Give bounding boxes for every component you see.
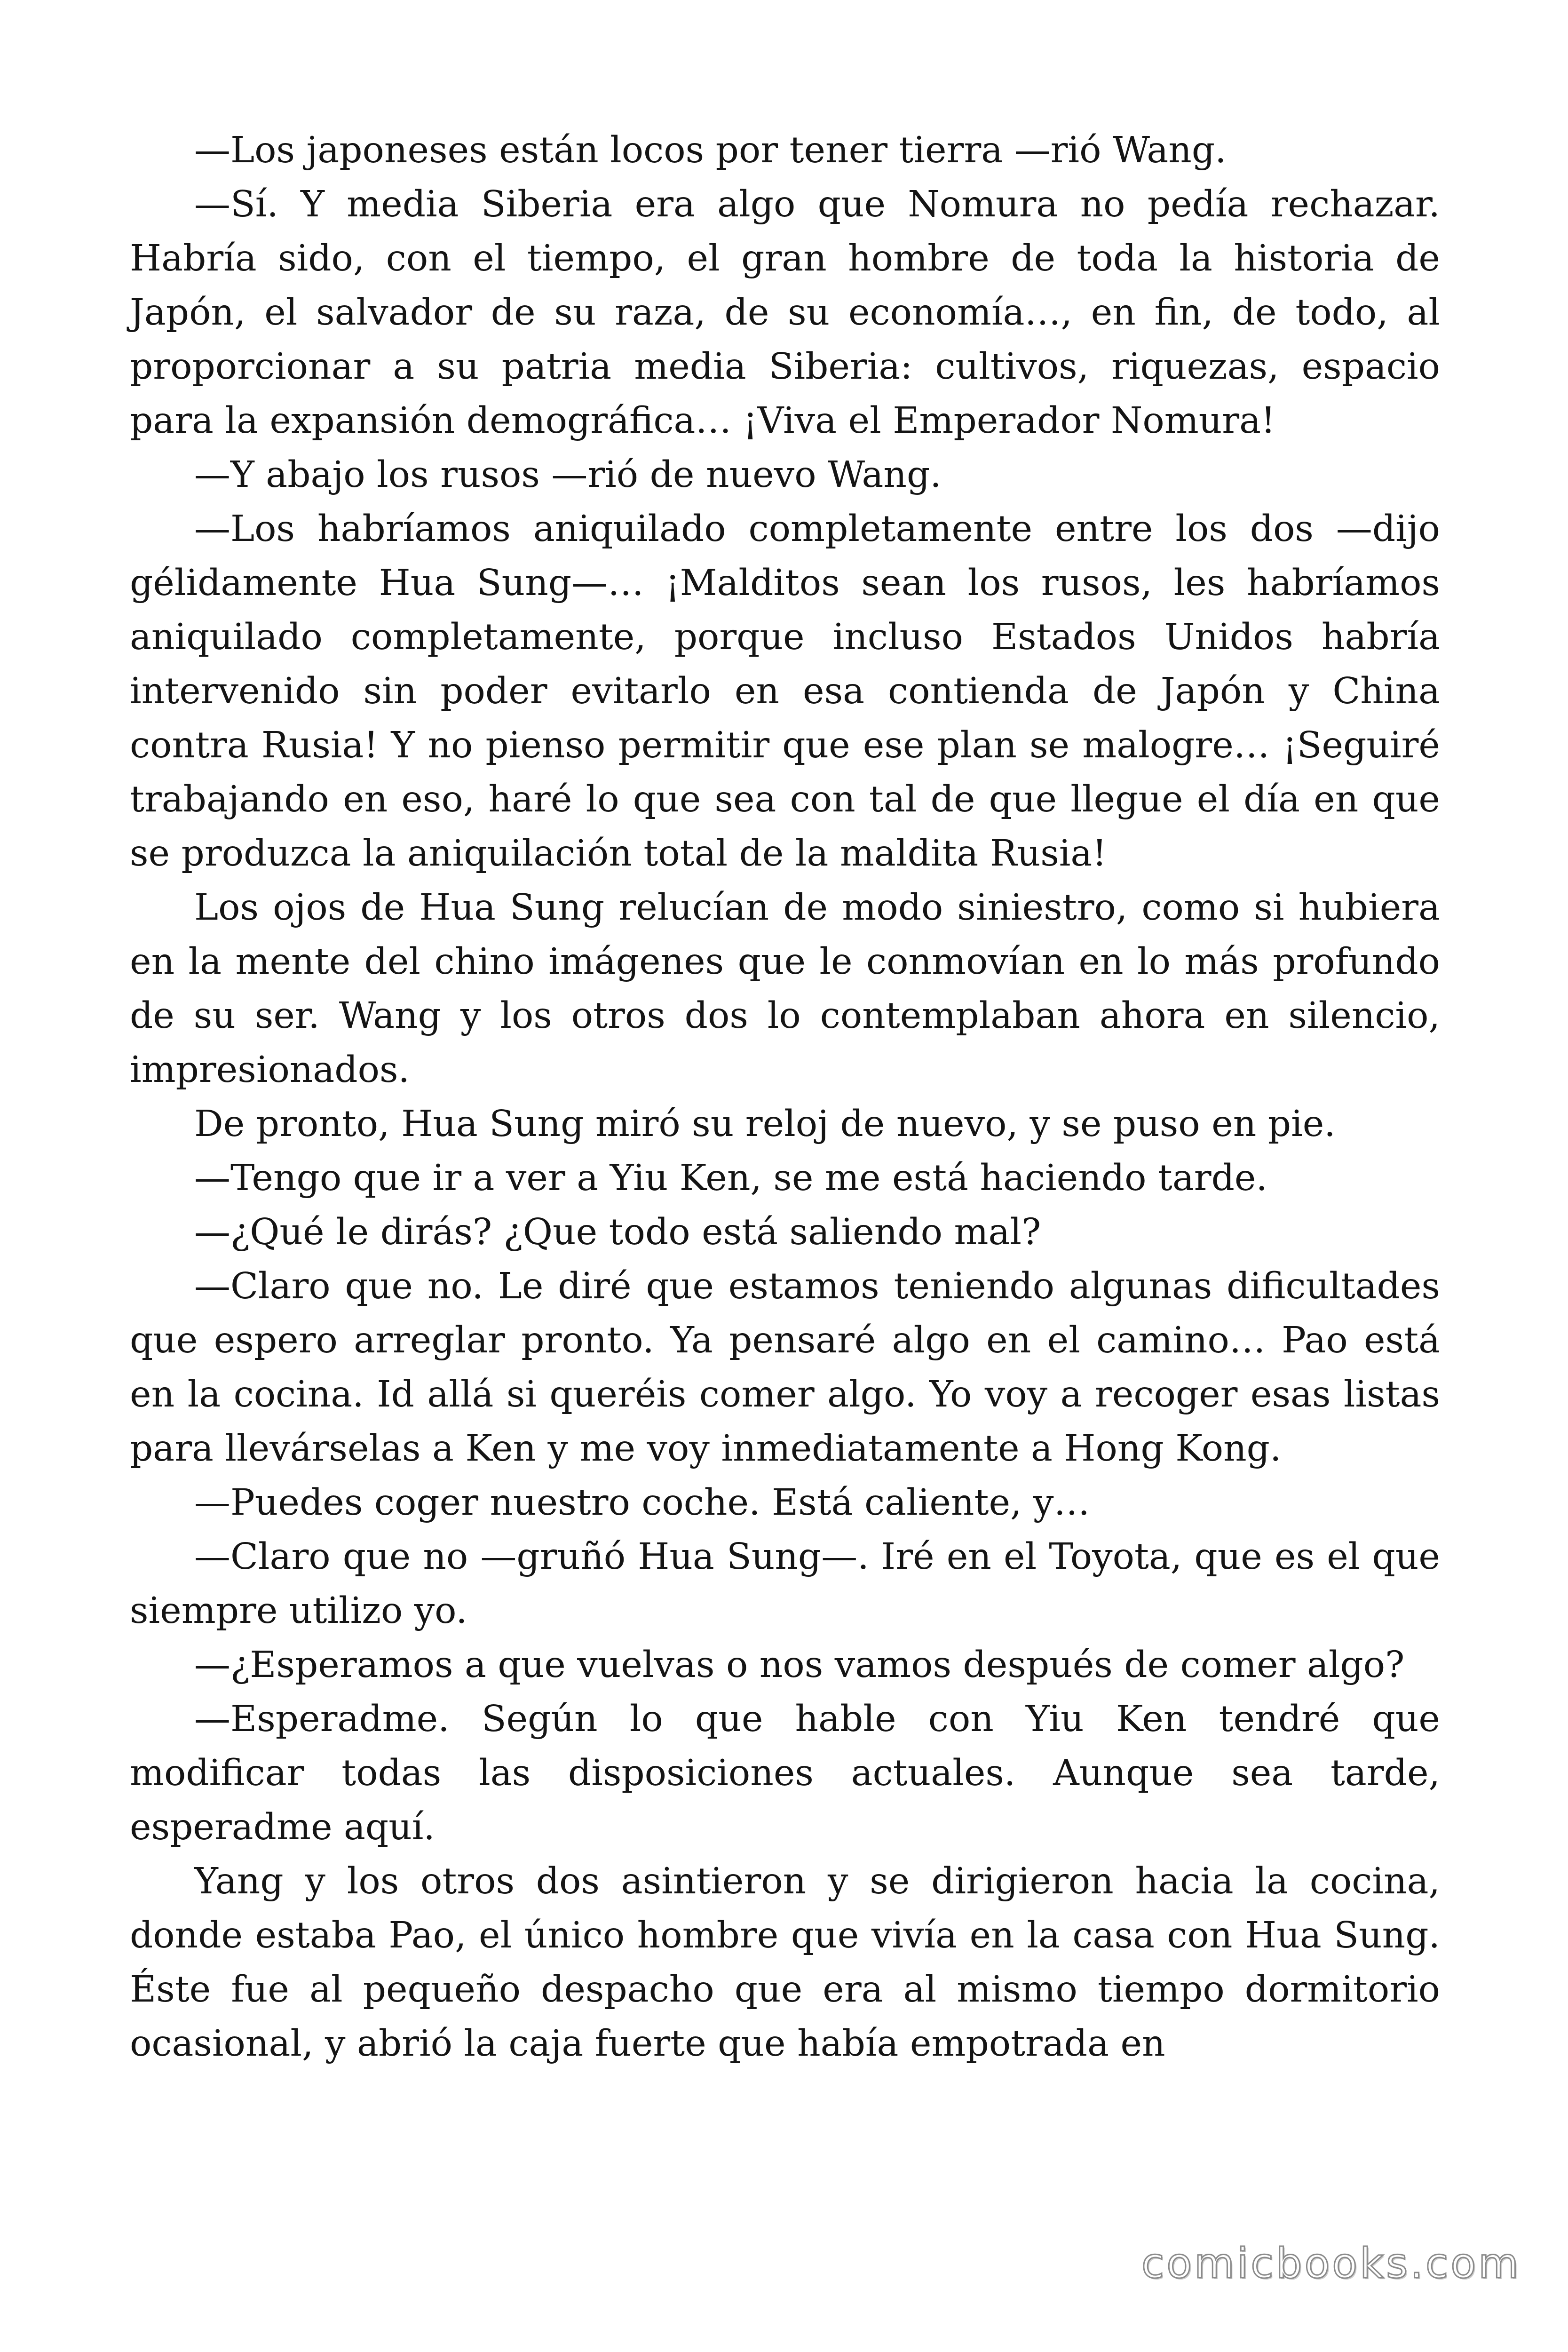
- paragraph: —Puedes coger nuestro coche. Está caliente, y…: [194, 1482, 1090, 1524]
- watermark: comicbooks.com: [1141, 2239, 1521, 2288]
- paragraph: —¿Qué le dirás? ¿Que todo está saliendo mal?: [194, 1211, 1041, 1253]
- paragraph: —Sí. Y media Siberia era algo que Nomura no pedía rechazar. Habría sido, con el tiempo, el gran hombre de toda la historia de Japón, el salvador de su raza, de su economía…, en fin, de todo, al proporcionar a su patria media Siberia: cultivos, riquezas, espacio para la expansión demográfica… ¡Viva el Emperador Nomura!: [130, 183, 1440, 442]
- page-text: [130, 123, 1440, 2071]
- paragraph: —Claro que no. Le diré que estamos teniendo algunas dificultades que espero arreglar pronto. Ya pensaré algo en el camino… Pao está en la cocina. Id allá si queréis comer algo. Yo voy a recoger esas listas para llevárselas a Ken y me voy inmediatamente a Hong Kong.: [130, 1265, 1440, 1470]
- paragraph: Los ojos de Hua Sung relucían de modo siniestro, como si hubiera en la mente del chino imágenes que le conmovían en lo más profundo de su ser. Wang y los otros dos lo contemplaban ahora en silencio, impresionados.: [130, 887, 1440, 1091]
- paragraph: —Tengo que ir a ver a Yiu Ken, se me está haciendo tarde.: [194, 1157, 1267, 1199]
- paragraph: De pronto, Hua Sung miró su reloj de nuevo, y se puso en pie.: [194, 1103, 1336, 1145]
- paragraph: —Y abajo los rusos —rió de nuevo Wang.: [194, 454, 942, 496]
- paragraph: —Esperadme. Según lo que hable con Yiu Ken tendré que modificar todas las disposiciones actuales. Aunque sea tarde, esperadme aquí.: [130, 1698, 1440, 1848]
- paragraph: —Claro que no —gruñó Hua Sung—. Iré en el Toyota, que es el que siempre utilizo yo.: [130, 1536, 1440, 1632]
- paragraph: —¿Esperamos a que vuelvas o nos vamos después de comer algo?: [194, 1644, 1405, 1686]
- paragraph: Yang y los otros dos asintieron y se dirigieron hacia la cocina, donde estaba Pao, el único hombre que vivía en la casa con Hua Sung. Éste fue al pequeño despacho que era al mismo tiempo dormitorio ocasional, y abrió la caja fuerte que había empotrada en: [130, 1860, 1440, 2065]
- paragraph: —Los japoneses están locos por tener tierra —rió Wang.: [194, 129, 1227, 171]
- paragraph: —Los habríamos aniquilado completamente entre los dos —dijo gélidamente Hua Sung—… ¡Malditos sean los rusos, les habríamos aniquilado completamente, porque incluso Estados Unidos habría intervenido sin poder evitarlo en esa contienda de Japón y China contra Rusia! Y no pienso permitir que ese plan se malogre… ¡Seguiré trabajando en eso, haré lo que sea con tal de que llegue el día en que se produzca la aniquilación total de la maldita Rusia!: [130, 508, 1440, 874]
